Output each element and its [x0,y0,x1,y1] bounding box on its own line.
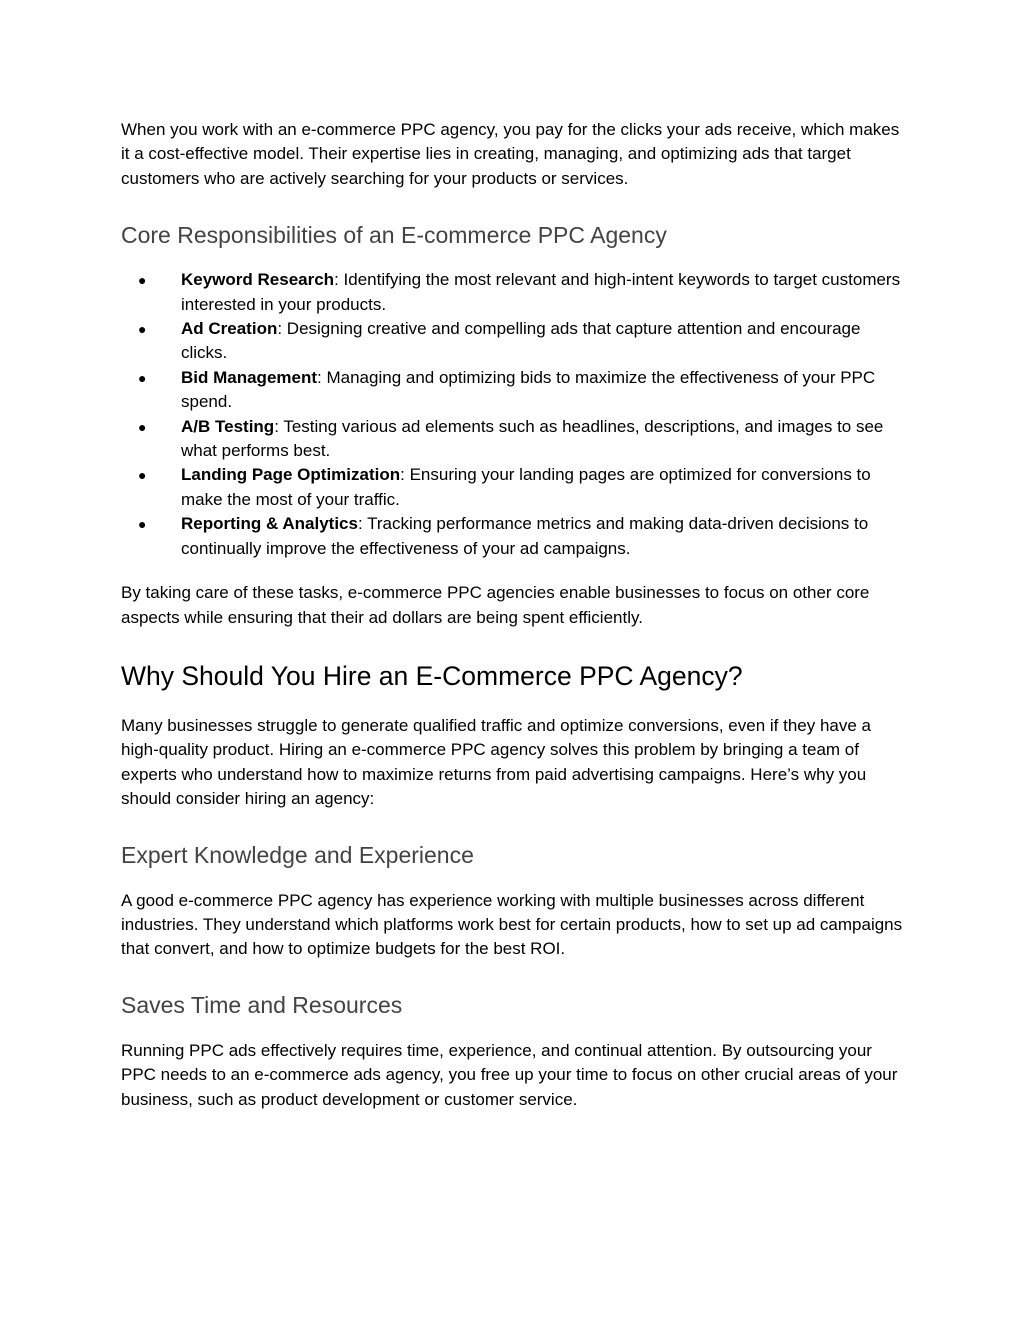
why-hire-heading: Why Should You Hire an E-Commerce PPC Agency? [121,660,743,691]
list-item-description: : Designing creative and compelling ads that capture attention and encourage clicks. [181,319,861,363]
list-item-term: Keyword Research [181,270,335,290]
list-item [121,512,911,561]
bullet-icon: ● [138,321,147,338]
list-item-term: A/B Testing [181,416,275,436]
saves-time-paragraph: Running PPC ads effectively requires time, experience, and continual attention. By outsourcing your PPC needs to an e-commerce ads agency, you free up your time to focus on other crucial areas of your business, such as product development or customer service. [121,1040,898,1109]
list-item [121,317,911,366]
list-item [121,415,911,464]
list-item-term: Landing Page Optimization [181,465,401,485]
why-hire-paragraph: Many businesses struggle to generate qualified traffic and optimize conversions, even if they have a high-quality product. Hiring an e-commerce PPC agency solves this problem by bringing a team of experts who understand how to maximize returns from paid advertising campaigns. Here’s why you should consider hiring an agency: [121,715,872,809]
list-item-description: : Identifying the most relevant and high-intent keywords to target customers interested in your products. [181,270,901,314]
core-responsibilities-heading: Core Responsibilities of an E-commerce PPC Agency [121,222,667,249]
expert-knowledge-heading: Expert Knowledge and Experience [121,841,474,868]
saves-time-heading: Saves Time and Resources [121,991,403,1018]
intro-paragraph: When you work with an e-commerce PPC agency, you pay for the clicks your ads receive, which makes it a cost-effective model. Their expertise lies in creating, managing, and optimizing ads that target customers who are actively searching for your products or services. [121,120,900,188]
document-page [121,118,911,1112]
bullet-icon: ● [138,516,147,533]
list-item-description: : Ensuring your landing pages are optimized for conversions to make the most of your traffic. [181,465,871,509]
bullet-icon: ● [138,467,147,484]
bullet-icon: ● [138,418,147,435]
list-item [121,463,911,512]
bullet-icon: ● [138,272,147,289]
list-item-term: Bid Management [181,367,318,387]
list-item-term: Ad Creation [181,319,278,339]
responsibilities-list [121,268,911,561]
bullet-icon: ● [138,369,147,386]
list-item-description: : Tracking performance metrics and making data-driven decisions to continually improve the effectiveness of your ad campaigns. [181,514,869,558]
list-item-description: : Managing and optimizing bids to maximize the effectiveness of your PPC spend. [181,367,876,412]
list-item-description: : Testing various ad elements such as headlines, descriptions, and images to see what performs best. [181,416,884,461]
list-item [121,268,911,317]
responsibilities-closing-paragraph: By taking care of these tasks, e-commerce PPC agencies enable businesses to focus on other core aspects while ensuring that their ad dollars are being spent efficiently. [121,583,870,627]
list-item-term: Reporting & Analytics [181,514,358,534]
expert-knowledge-paragraph: A good e-commerce PPC agency has experience working with multiple businesses across different industries. They understand which platforms work best for certain products, how to set up ad campaigns that convert, and how to optimize budgets for the best ROI. [121,890,903,959]
list-item [121,366,911,415]
